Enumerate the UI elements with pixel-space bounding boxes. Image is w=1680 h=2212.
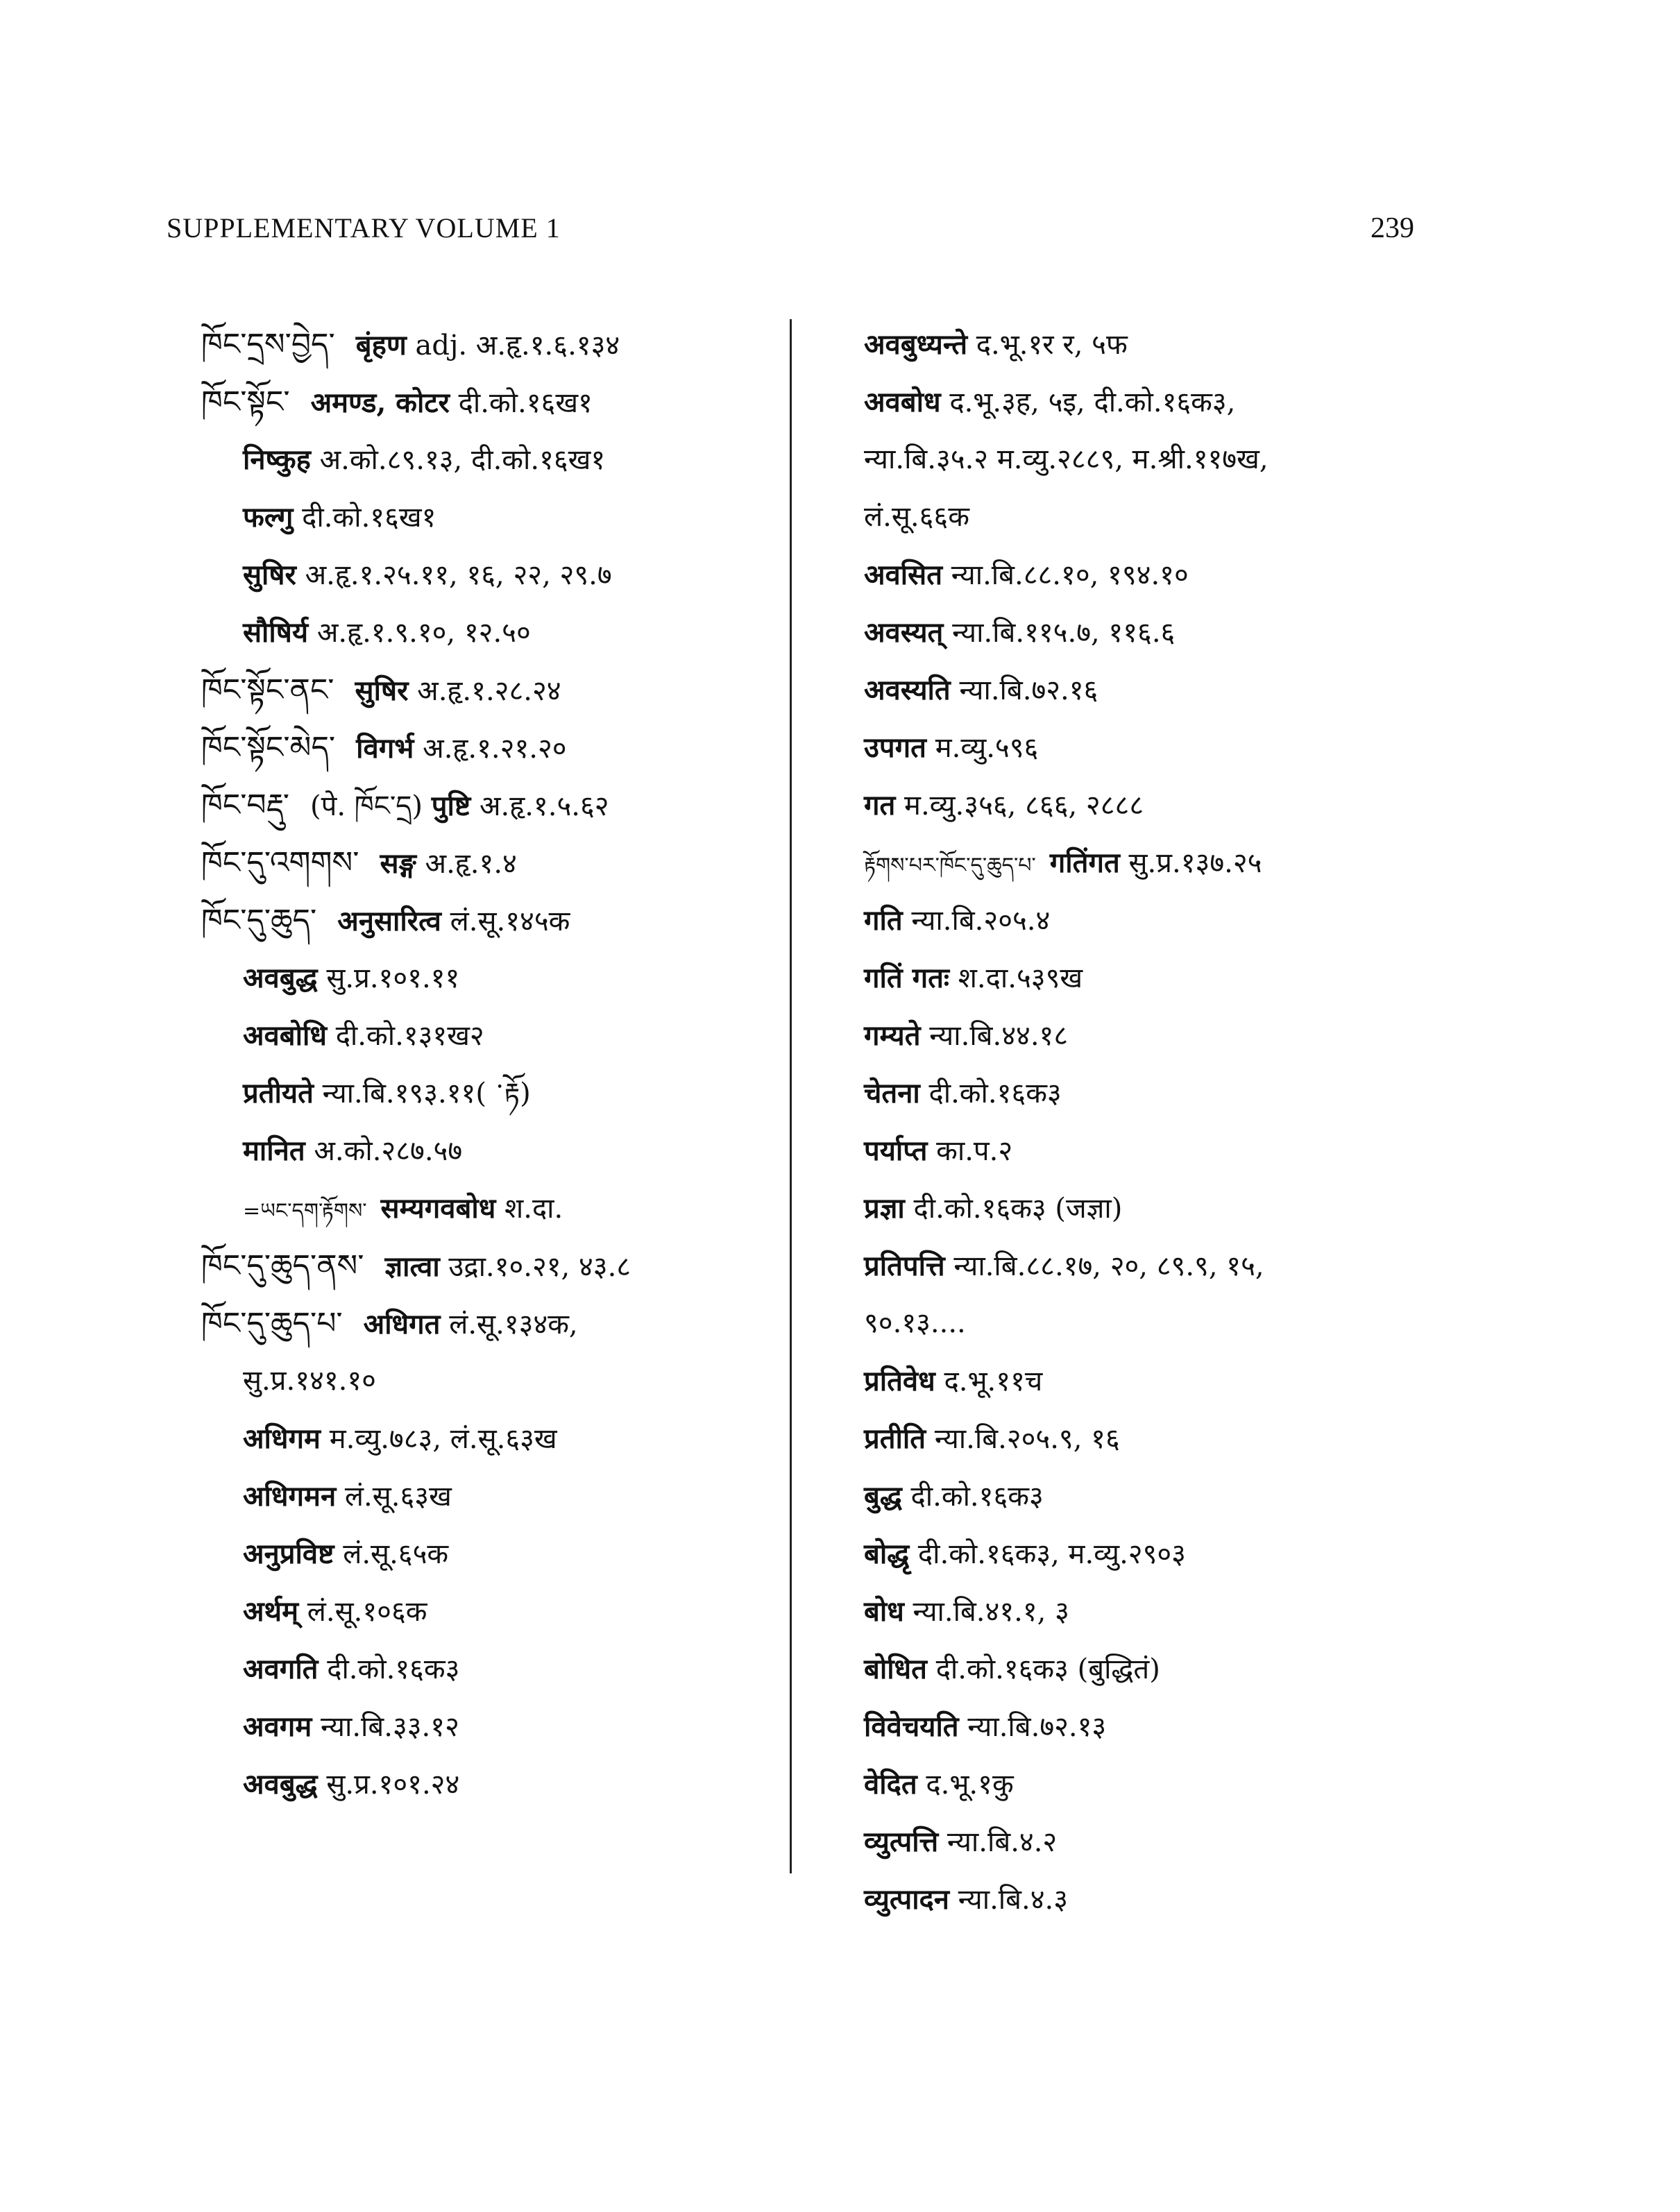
entry-line [864,1525,1502,1583]
entry-line [864,1237,1502,1295]
sanskrit-term: सौषिर्य [243,616,309,649]
tibetan-headword: ཁོང་སྟོང་མེད་ [201,730,336,765]
entry-line [864,1871,1502,1928]
sanskrit-term: अधिगत [363,1308,441,1341]
sanskrit-term: प्रतीयते [243,1077,314,1109]
reference: न्या.बि.११५.७, ११६.६ [952,617,1176,649]
sanskrit-term: फल्गु [243,501,294,534]
entry-line [201,834,777,892]
sanskrit-term: प्रतिवेध [864,1365,935,1397]
sanskrit-term: पर्याप्त [864,1134,928,1167]
tibetan-headword: =ཡང་དག་རྟོགས་ [243,1199,367,1223]
reference: अ.हृ.१.२५.११, १६, २२, २९.७ [305,559,612,591]
reference: द.भू.१कु [926,1769,1014,1801]
reference: म.व्यु.७८३, लं.सू.६३ख [329,1423,557,1455]
reference: अ.को.८९.१३, दी.को.१६ख१ [319,444,606,476]
sanskrit-term: अवगम [243,1710,312,1743]
reference: न्या.बि.२०५.९, १६ [934,1423,1120,1455]
entry-line [201,1180,777,1237]
sanskrit-term: अवबुद्ध [243,1768,318,1801]
entry-line [864,661,1502,719]
reference: सु.प्र.१३७.२५ [1128,847,1262,879]
reference: दी.को.१६क३ [928,1078,1062,1109]
left-column [201,316,777,1813]
sanskrit-term: अवबुध्यन्ते [864,328,967,361]
reference: न्या.बि.४१.१, ३ [913,1596,1069,1628]
reference: अ.हृ.१.९.१०, १२.५० [316,617,531,649]
reference: अ.को.२८७.५७ [314,1135,463,1167]
entry-line [201,1122,777,1180]
reference: लं.सू.६३ख [344,1481,452,1513]
reference: अ.हृ.१.५.६२ [479,790,609,822]
sanskrit-term: सुषिर [243,559,296,591]
reference: दी.को.१६क३ (बुद्धितं) [935,1653,1160,1685]
sanskrit-term: वेदित [864,1768,917,1801]
entry-line [864,546,1502,604]
entry-line [201,661,777,719]
reference: लं.सू.६६क [864,501,969,533]
sanskrit-term: मानित [243,1134,305,1167]
sanskrit-term: अनुप्रविष्ट [243,1538,334,1570]
reference: न्या.बि.७२.१३ [967,1711,1107,1743]
tibetan-headword: ཁོང་དུ་ཆུད་པ་ [201,1306,343,1341]
reference: दी.को.१६क३ (जज्ञा) [913,1193,1123,1225]
entry-line [201,1410,777,1467]
reference: द.भू.११च [944,1366,1043,1397]
sanskrit-term: निष्कुह [243,443,311,476]
column-divider [790,319,792,1873]
reference: दी.को.१६क३ [910,1481,1044,1513]
reference: लं.सू.१४५क [450,905,570,937]
reference: सु.प्र.१४१.१० [243,1365,376,1397]
sanskrit-term: व्युत्पत्ति [864,1826,939,1858]
entry-line [201,1755,777,1813]
reference: म.व्यु.५९६ [935,732,1039,764]
reference: न्या.बि.३३.१२ [320,1711,459,1743]
sanskrit-term: बुद्ध [864,1480,902,1513]
entry-line [864,373,1502,431]
entry-line [201,316,777,373]
entry-line [864,1755,1502,1813]
reference: न्या.बि.८८.१७, २०, ८९.९, १५, [953,1250,1264,1282]
sanskrit-term: प्रतिपत्ति [864,1250,945,1282]
reference: न्या.बि.७२.१६ [959,674,1098,706]
reference: अ.हृ.१.२८.२४ [417,675,561,707]
reference: लं.सू.१३४क, [449,1309,578,1341]
sanskrit-term: अवस्यति [864,674,951,706]
reference: द.भू.३ह, ५इ, दी.को.१६क३, [949,386,1236,418]
reference: न्या.बि.२०५.४ [911,905,1051,937]
tibetan-headword: ཁོང་བརྡུ་ [201,788,290,823]
sanskrit-term: सम्यगवबोध [380,1192,496,1225]
sanskrit-term: गति [864,904,903,937]
entry-line [864,1640,1502,1698]
entry-line [201,1640,777,1698]
reference: न्या.बि.४.३ [958,1884,1069,1916]
tibetan-headword: ཁོང་དུ་ཆུད་ནས་ [201,1248,364,1284]
sanskrit-term: अनुसारित्व [337,905,441,937]
sanskrit-term: अवबोध [864,386,941,418]
sanskrit-term: अमण्ड, कोटर [310,386,450,419]
reference: ९०.१३.... [864,1307,966,1339]
entry-line [201,604,777,661]
tibetan-headword: ཁོང་དྲས་བྱེད་ [201,327,335,362]
entry-line [864,1410,1502,1467]
reference: न्या.बि.४४.१८ [929,1020,1069,1052]
sanskrit-term: अवसित [864,559,942,591]
sanskrit-term: अर्थम् [243,1595,299,1628]
reference: न्या.बि.१९३.११( ॱརྟོ) [322,1078,531,1109]
reference: श.दा. [504,1193,563,1225]
entry-line [201,1467,777,1525]
entry-line [864,1064,1502,1122]
right-column [864,316,1502,1928]
entry-line [201,892,777,949]
entry-line [864,1295,1502,1352]
running-head: SUPPLEMENTARY VOLUME 1 [167,212,561,244]
entry-line [201,488,777,546]
sanskrit-term: अवबुद्ध [243,962,318,994]
entry-line [864,316,1502,373]
sanskrit-term: सुषिर [355,674,409,707]
sanskrit-term: गतिं गतः [864,962,950,994]
sanskrit-term: व्युत्पादन [864,1883,949,1916]
sanskrit-term: अवबोधि [243,1019,327,1052]
reference: न्या.बि.४.२ [947,1826,1058,1858]
sanskrit-term: अधिगम [243,1422,321,1455]
entry-line [864,1698,1502,1755]
sanskrit-term: विगर्भ [356,732,414,765]
sanskrit-term: पुष्टि [431,790,471,822]
reference: सु.प्र.१०१.११ [326,962,460,994]
sanskrit-term: प्रतीति [864,1422,926,1455]
entry-line [201,1007,777,1064]
page-number: 239 [1371,212,1414,244]
sanskrit-term: गत [864,789,896,822]
sanskrit-term: चेतना [864,1077,920,1109]
entry-line [201,776,777,834]
reference: दी.को.१६क३ [327,1653,460,1685]
reference: adj. अ.हृ.१.६.१३४ [415,330,620,361]
reference: दी.को.१६क३, म.व्यु.२९०३ [917,1538,1186,1570]
reference: लं.सू.६५क [343,1538,449,1570]
entry-line [864,949,1502,1007]
sanskrit-term: ज्ञात्वा [384,1250,440,1283]
reference: का.प.२ [936,1135,1013,1167]
entry-line [864,431,1502,488]
tibetan-headword: ཁོང་དུ་ཆུད་ [201,903,317,938]
sanskrit-term: बोद्धृ [864,1538,910,1570]
sanskrit-term: उपगत [864,731,926,764]
tibetan-headword: རྟོགས་པར་ཁོང་དུ་ཆུད་པ་ [864,853,1036,878]
entry-line [201,949,777,1007]
tibetan-headword: ཁོང་དུ་འགགས་ [201,845,359,880]
entry-line [864,1583,1502,1640]
entry-line [864,776,1502,834]
sanskrit-term: बोधित [864,1653,927,1685]
reference: द.भू.१र र, ५फ [976,329,1128,361]
entry-line [864,488,1502,546]
entry-line [864,1352,1502,1410]
entry-line [201,431,777,488]
entry-line [201,1698,777,1755]
entry-line [201,1352,777,1410]
reference: दी.को.१६ख१ [458,387,593,419]
entry-line [201,373,777,431]
entry-line [201,1525,777,1583]
sanskrit-term: विवेचयति [864,1710,959,1743]
sanskrit-term: बोध [864,1595,904,1628]
sanskrit-term: सङ्ग [380,847,416,880]
entry-line [864,1007,1502,1064]
reference: दी.को.१६ख१ [302,502,436,534]
entry-line [864,719,1502,776]
entry-line [201,1237,777,1295]
reference: दी.को.१३१ख२ [335,1020,484,1052]
sanskrit-term: अवस्यत् [864,616,944,649]
entry-line [864,1122,1502,1180]
variant-note: (पे. ཁོང་དྲ) [310,790,423,822]
entry-line [201,546,777,604]
entry-line [201,1295,777,1352]
reference: उद्रा.१०.२१, ४३.८ [448,1251,631,1283]
sanskrit-term: अवगति [243,1653,319,1685]
reference: न्या.बि.८८.१०, १९४.१० [951,559,1189,591]
entry-line [201,719,777,776]
entry-line [201,1064,777,1122]
sanskrit-term: गतिंगत [1049,846,1120,879]
entry-line [864,604,1502,661]
reference: अ.हृ.१.४ [425,848,517,880]
tibetan-headword: ཁོང་སྟོང་ [201,384,290,420]
sanskrit-term: गम्यते [864,1019,921,1052]
entry-line [201,1583,777,1640]
entry-line [864,1467,1502,1525]
reference: सु.प्र.१०१.२४ [326,1769,460,1801]
sanskrit-term: प्रज्ञा [864,1192,905,1225]
sanskrit-term: अधिगमन [243,1480,337,1513]
entry-line [864,834,1502,892]
tibetan-headword: ཁོང་སྟོང་ནང་ [201,672,334,708]
sanskrit-term: बृंहण [355,329,407,361]
reference: अ.हृ.१.२१.२० [423,733,567,765]
entry-line [864,1813,1502,1871]
reference: म.व्यु.३५६, ८६६, २८८८ [904,790,1144,822]
entry-line [864,1180,1502,1237]
entry-line [864,892,1502,949]
reference: न्या.बि.३५.२ म.व्यु.२८८९, म.श्री.११७ख, [864,443,1269,475]
reference: श.दा.५३९ख [958,962,1083,994]
reference: लं.सू.१०६क [307,1596,427,1628]
